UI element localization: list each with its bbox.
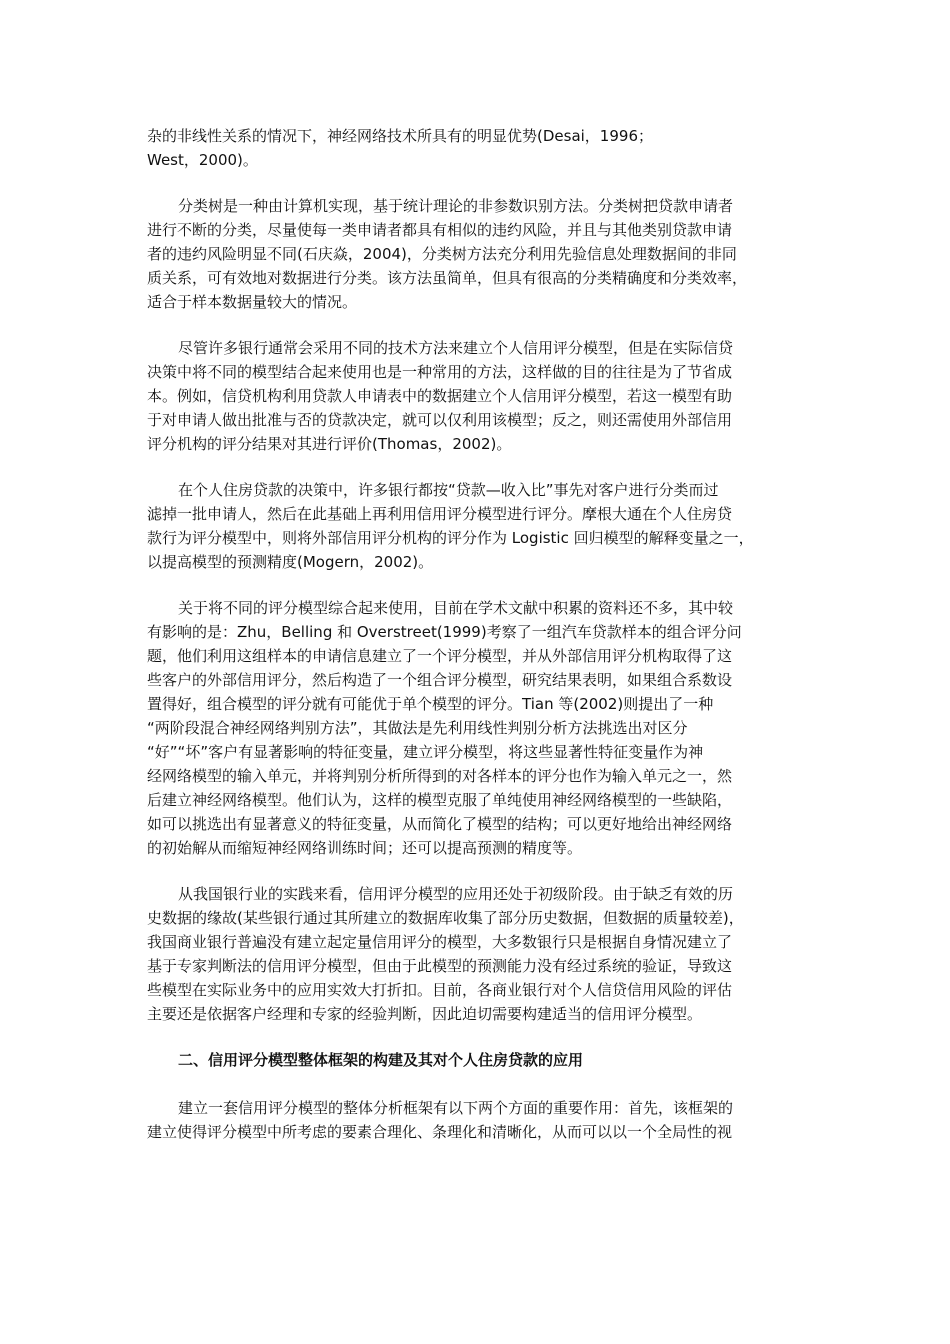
document-body [147,124,811,1166]
text-line: 尽管许多银行通常会采用不同的技术方法来建立个人信用评分模型，但是在实际信贷 [178,339,734,357]
text-line: 决策中将不同的模型结合起来使用也是一种常用的方法，这样做的目的往往是为了节省成 [147,363,733,381]
text-line: 关于将不同的评分模型综合起来使用，目前在学术文献中积累的资料还不多，其中较 [178,599,734,617]
text-line: 后建立神经网络模型。他们认为，这样的模型克服了单纯使用神经网络模型的一些缺陷， [147,791,733,809]
text-line: 些客户的外部信用评分，然后构造了一个组合评分模型，研究结果表明，如果组合系数设 [147,671,733,689]
paragraph-literature-review [147,596,811,860]
text-line: 从我国银行业的实践来看，信用评分模型的应用还处于初级阶段。由于缺乏有效的历 [178,885,734,903]
paragraph-housing-loan-decision [147,478,811,574]
text-line: 有影响的是：Zhu，Belling 和 Overstreet(1999)考察了一组汽车贷款样本的组合评分问 [147,623,742,641]
paragraph-classification-tree [147,194,811,314]
text-line: 进行不断的分类，尽量使每一类申请者都具有相似的违约风险，并且与其他类别贷款申请 [147,221,733,239]
paragraph-combined-models [147,336,811,456]
text-line: 分类树是一种由计算机实现，基于统计理论的非参数识别方法。分类树把贷款申请者 [178,197,734,215]
section-heading: 二、信用评分模型整体框架的构建及其对个人住房贷款的应用 [178,1051,584,1069]
text-line: 主要还是依据客户经理和专家的经验判断，因此迫切需要构建适当的信用评分模型。 [147,1005,703,1023]
text-line: 如可以挑选出有显著意义的特征变量，从而简化了模型的结构；可以更好地给出神经网络 [147,815,733,833]
paragraph-neural-network-advantage [147,124,811,172]
text-line: 滤掉一批申请人，然后在此基础上再利用信用评分模型进行评分。摩根大通在个人住房贷 [147,505,733,523]
text-line: 些模型在实际业务中的应用实效大打折扣。目前，各商业银行对个人信贷信用风险的评估 [147,981,733,999]
text-line: “两阶段混合神经网络判别方法”，其做法是先利用线性判别分析方法挑选出对区分 [147,719,688,737]
paragraph-framework-importance [147,1096,811,1144]
paragraph-china-banking-practice [147,882,811,1026]
text-line: 建立使得评分模型中所考虑的要素合理化、条理化和清晰化，从而可以以一个全局性的视 [147,1123,733,1141]
text-line: 质关系，可有效地对数据进行分类。该方法虽简单，但具有很高的分类精确度和分类效率， [147,269,748,287]
text-line: 题，他们利用这组样本的申请信息建立了一个评分模型，并从外部信用评分机构取得了这 [147,647,733,665]
text-line: 杂的非线性关系的情况下，神经网络技术所具有的明显优势(Desai，1996； [147,127,653,145]
text-line: 经网络模型的输入单元，并将判别分析所得到的对各样本的评分也作为输入单元之一，然 [147,767,733,785]
text-line: 建立一套信用评分模型的整体分析框架有以下两个方面的重要作用：首先，该框架的 [178,1099,734,1117]
text-line: 以提高模型的预测精度(Mogern，2002)。 [147,553,434,571]
text-line: 我国商业银行普遍没有建立起定量信用评分的模型，大多数银行只是根据自身情况建立了 [147,933,733,951]
text-line: 本。例如，信贷机构利用贷款人申请表中的数据建立个人信用评分模型，若这一模型有助 [147,387,733,405]
text-line: 在个人住房贷款的决策中，许多银行都按“贷款—收入比”事先对客户进行分类而过 [178,481,719,499]
text-line: West，2000)。 [147,151,258,169]
text-line: 基于专家判断法的信用评分模型，但由于此模型的预测能力没有经过系统的验证，导致这 [147,957,733,975]
text-line: 适合于样本数据量较大的情况。 [147,293,358,311]
text-line: 的初始解从而缩短神经网络训练时间；还可以提高预测的精度等。 [147,839,583,857]
text-line: 置得好，组合模型的评分就有可能优于单个模型的评分。Tian 等(2002)则提出了一种 [147,695,714,713]
text-line: “好”“坏”客户有显著影响的特征变量，建立评分模型，将这些显著性特征变量作为神 [147,743,704,761]
text-line: 评分机构的评分结果对其进行评价(Thomas，2002)。 [147,435,512,453]
text-line: 款行为评分模型中，则将外部信用评分机构的评分作为 Logistic 回归模型的解释变量之一， [147,529,754,547]
text-line: 于对申请人做出批准与否的贷款决定，就可以仅利用该模型；反之，则还需使用外部信用 [147,411,733,429]
text-line: 者的违约风险明显不同(石庆焱，2004)，分类树方法充分利用先验信息处理数据间的非同 [147,245,737,263]
text-line: 史数据的缘故(某些银行通过其所建立的数据库收集了部分历史数据，但数据的质量较差)， [147,909,744,927]
